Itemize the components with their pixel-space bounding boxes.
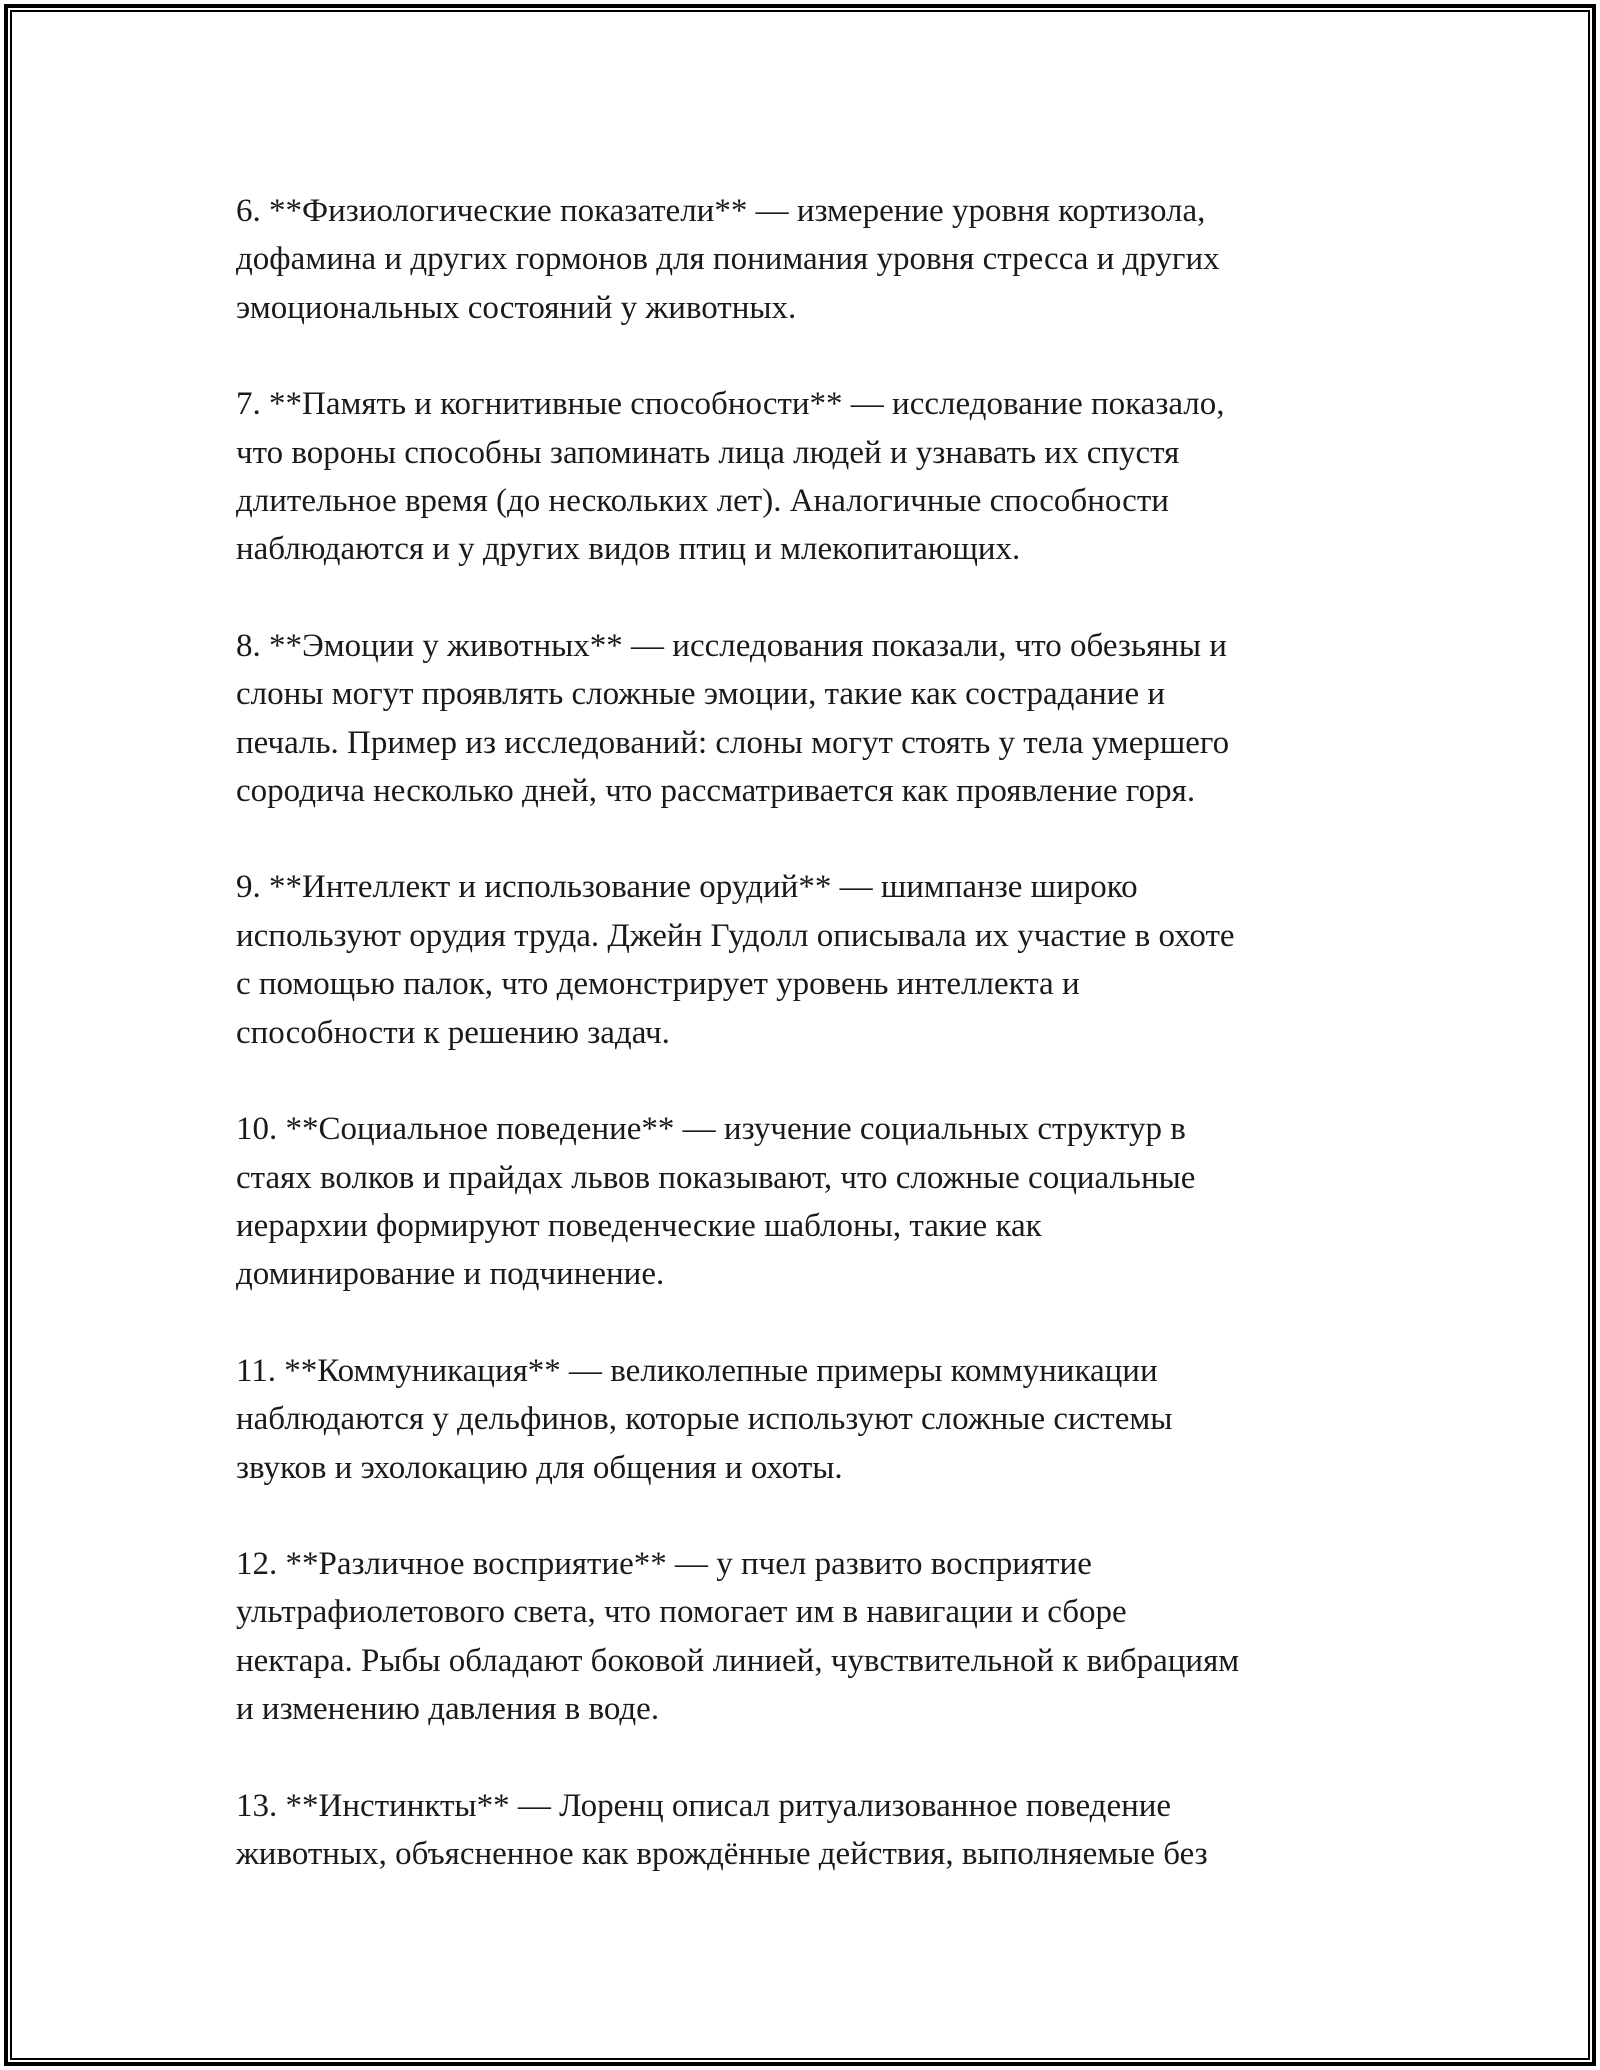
document-body	[236, 187, 1366, 1878]
text-line: 7. **Память и когнитивные способности** — исследование показало,	[236, 386, 1225, 423]
paragraph-item-7	[236, 380, 1366, 574]
text-line: с помощью палок, что демонстрирует уровень интеллекта и	[236, 966, 1080, 1003]
text-line: эмоциональных состояний у животных.	[236, 289, 797, 326]
text-line: печаль. Пример из исследований: слоны могут стоять у тела умершего	[236, 724, 1230, 761]
text-line: иерархии формируют поведенческие шаблоны, такие как	[236, 1207, 1042, 1244]
text-line: используют орудия труда. Джейн Гудолл описывала их участие в охоте	[236, 917, 1235, 954]
text-line: животных, объясненное как врождённые действия, выполняемые без	[236, 1835, 1208, 1872]
text-line: 13. **Инстинкты** — Лоренц описал ритуализованное поведение	[236, 1787, 1172, 1824]
paragraph-item-10	[236, 1105, 1366, 1299]
paragraph-item-13	[236, 1782, 1366, 1879]
text-line: наблюдаются и у других видов птиц и млекопитающих.	[236, 531, 1021, 568]
text-line: 9. **Интеллект и использование орудий** — шимпанзе широко	[236, 869, 1138, 906]
text-line: 10. **Социальное поведение** — изучение социальных структур в	[236, 1111, 1186, 1148]
paragraph-item-12	[236, 1540, 1366, 1734]
text-line: что вороны способны запоминать лица людей и узнавать их спустя	[236, 434, 1180, 471]
text-line: сородича несколько дней, что рассматривается как проявление горя.	[236, 773, 1196, 810]
text-line: и изменению давления в воде.	[236, 1691, 660, 1728]
text-line: слоны могут проявлять сложные эмоции, такие как сострадание и	[236, 676, 1165, 713]
text-line: звуков и эхолокацию для общения и охоты.	[236, 1449, 843, 1486]
text-line: 11. **Коммуникация** — великолепные примеры коммуникации	[236, 1352, 1158, 1389]
text-line: ультрафиолетового света, что помогает им в навигации и сборе	[236, 1594, 1127, 1631]
text-line: доминирование и подчинение.	[236, 1256, 665, 1293]
text-line: дофамина и других гормонов для понимания уровня стресса и других	[236, 241, 1220, 278]
text-line: наблюдаются у дельфинов, которые используют сложные системы	[236, 1401, 1173, 1438]
text-line: 6. **Физиологические показатели** — измерение уровня кортизола,	[236, 193, 1206, 229]
text-line: 12. **Различное восприятие** — у пчел развито восприятие	[236, 1545, 1092, 1582]
paragraph-item-11	[236, 1347, 1366, 1492]
paragraph-item-9	[236, 863, 1366, 1057]
text-line: стаях волков и прайдах львов показывают, что сложные социальные	[236, 1159, 1196, 1196]
text-line: нектара. Рыбы обладают боковой линией, чувствительной к вибрациям	[236, 1642, 1240, 1679]
text-line: 8. **Эмоции у животных** — исследования показали, что обезьяны и	[236, 627, 1227, 664]
paragraph-item-6	[236, 187, 1366, 332]
text-line: длительное время (до нескольких лет). Аналогичные способности	[236, 483, 1169, 520]
text-line: способности к решению задач.	[236, 1014, 670, 1051]
paragraph-item-8	[236, 622, 1366, 816]
